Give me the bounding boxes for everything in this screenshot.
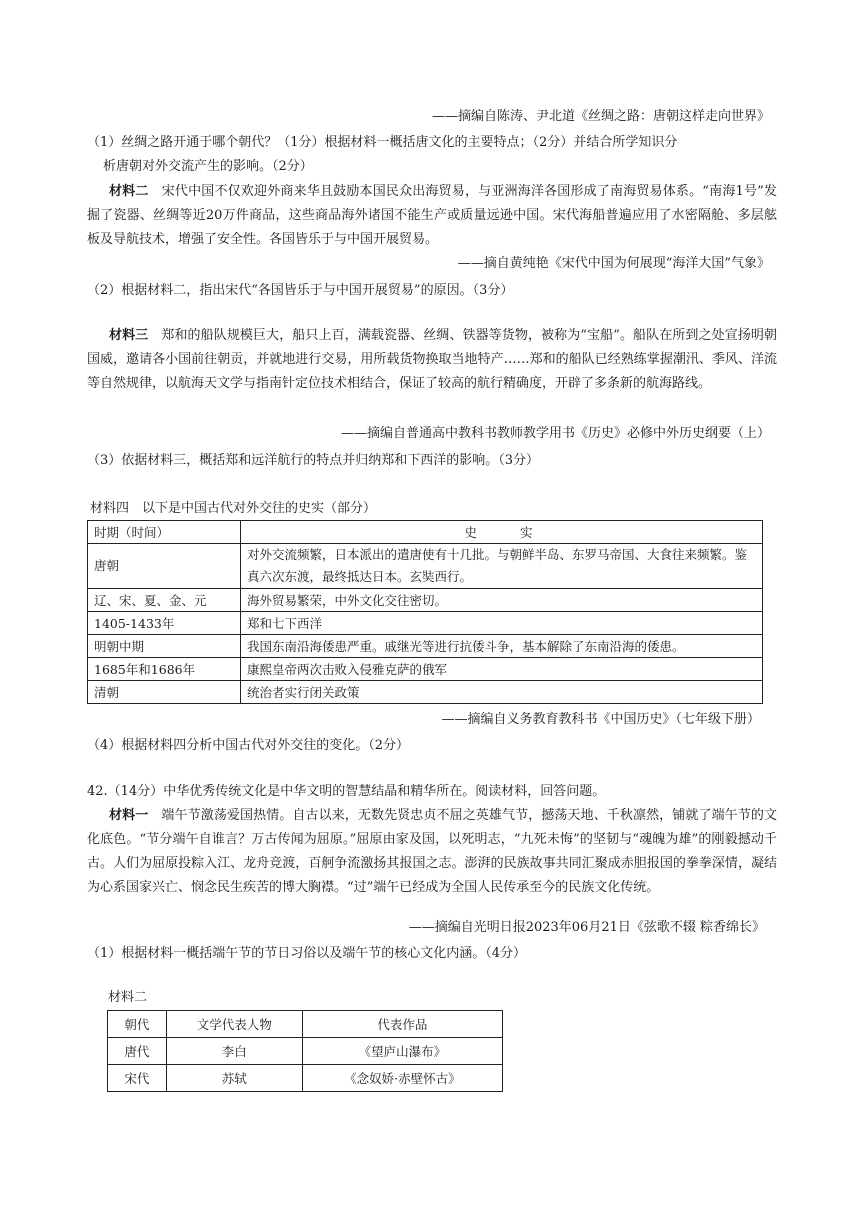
table-cell: 《念奴娇·赤壁怀古》 xyxy=(302,1065,502,1092)
table-row xyxy=(108,1065,503,1092)
table-row xyxy=(88,635,763,658)
table-row xyxy=(88,658,763,681)
table-header-row xyxy=(88,521,763,544)
table-row xyxy=(88,589,763,612)
table-header-row xyxy=(108,1011,503,1038)
question-42-1: （1）根据材料一概括端午节的节日习俗以及端午节的核心文化内涵。（4分） xyxy=(87,946,527,961)
q42-material2-caption: 材料二 xyxy=(108,990,148,1005)
question-2: （2）根据材料二，指出宋代“各国皆乐于与中国开展贸易”的原因。（3分） xyxy=(87,283,514,298)
table-row xyxy=(88,612,763,635)
table-cell: 我国东南沿海倭患严重。戚继光等进行抗倭斗争，基本解除了东南沿海的倭患。 xyxy=(241,635,763,658)
table-cell: 海外贸易繁荣，中外文化交往密切。 xyxy=(241,589,763,612)
table-cell: 康熙皇帝两次击败入侵雅克萨的俄军 xyxy=(241,658,763,681)
material3-paragraph xyxy=(87,324,777,396)
table-row xyxy=(88,681,763,704)
question-1-cont: 析唐朝对外交流产生的影响。（2分） xyxy=(103,159,313,174)
table-row xyxy=(108,1038,503,1065)
table-cell: 郑和七下西洋 xyxy=(241,612,763,635)
table-cell: 唐代 xyxy=(108,1038,167,1065)
q42-material1-text: 端午节激荡爱国热情。自古以来，无数先贤忠贞不屈之英雄气节，撼荡天地、千秋凛然，铺就了端午节的文化底色。“节分端午自谁言？万古传闻为屈原。”屈原由家及国，以死明志，“九死未悔”的坚韧与“魂魄为雄”的刚毅撼动千古。人们为屈原投粽入江、龙舟竞渡，百舸争流激扬其报国之志。澎湃的民族故事共同汇聚成赤胆报国的拳拳深情，凝结为心系国家兴亡、悯念民生疾苦的博大胸襟。“过”端午已经成为全国人民传承至今的民族文化传统。 xyxy=(87,808,777,895)
table-cell: 李白 xyxy=(166,1038,302,1065)
table-cell: 辽、宋、夏、金、元 xyxy=(88,589,241,612)
q42-material1-source: ——摘编自光明日报2023年06月21日《弦歌不辍 粽香绵长》 xyxy=(408,920,765,935)
question-3: （3）依据材料三，概括郑和远洋航行的特点并归纳郑和下西洋的影响。（3分） xyxy=(87,453,540,468)
table-header: 史 实 xyxy=(241,521,763,544)
table-cell: 1405-1433年 xyxy=(88,612,241,635)
q42-material2-table xyxy=(107,1010,503,1092)
table-cell: 《望庐山瀑布》 xyxy=(302,1038,502,1065)
material4-source: ——摘编自义务教育教科书《中国历史》（七年级下册） xyxy=(441,712,760,727)
table-cell: 明朝中期 xyxy=(88,635,241,658)
material3-source: ——摘编自普通高中教科书教师教学用书《历史》必修中外历史纲要（上） xyxy=(340,426,770,441)
q42-material1-paragraph xyxy=(87,804,777,900)
table-header: 朝代 xyxy=(108,1011,167,1038)
material2-paragraph xyxy=(87,180,777,252)
material2-source: ——摘自黄纯艳《宋代中国为何展现“海洋大国”气象》 xyxy=(457,256,770,271)
question-4: （4）根据材料四分析中国古代对外交往的变化。（2分） xyxy=(87,738,410,753)
table-cell: 宋代 xyxy=(108,1065,167,1092)
table-cell: 唐朝 xyxy=(88,544,241,589)
table-header: 文学代表人物 xyxy=(166,1011,302,1038)
table-row xyxy=(88,544,763,589)
table-header: 时期（时间） xyxy=(88,521,241,544)
question-1: （1）丝绸之路开通于哪个朝代？（1分）根据材料一概括唐文化的主要特点；（2分）并结合所学知识分 xyxy=(87,135,678,150)
material2-label: 材料二 xyxy=(109,184,149,199)
material4-table xyxy=(87,520,763,704)
table-cell: 1685年和1686年 xyxy=(88,658,241,681)
q42-material1-label: 材料一 xyxy=(109,808,149,823)
material1-source: ——摘编自陈涛、尹北道《丝绸之路：唐朝这样走向世界》 xyxy=(431,109,770,124)
material3-label: 材料三 xyxy=(109,328,149,343)
table-cell: 清朝 xyxy=(88,681,241,704)
table-header: 代表作品 xyxy=(302,1011,502,1038)
question-42-heading: 42.（14分）中华优秀传统文化是中华文明的智慧结晶和精华所在。阅读材料，回答问题。 xyxy=(87,784,606,799)
table-cell: 对外交流频繁，日本派出的遣唐使有十几批。与朝鲜半岛、东罗马帝国、大食往来频繁。鉴真六次东渡，最终抵达日本。玄奘西行。 xyxy=(241,544,763,589)
table-cell: 苏轼 xyxy=(166,1065,302,1092)
table-cell: 统治者实行闭关政策 xyxy=(241,681,763,704)
material4-caption: 材料四 以下是中国古代对外交往的史实（部分） xyxy=(90,501,377,516)
material3-text: 郑和的船队规模巨大，船只上百，满载瓷器、丝绸、铁器等货物，被称为“宝船”。船队在所到之处宣扬明朝国威，邀请各小国前往朝贡，并就地进行交易，用所载货物换取当地特产……郑和的船队已经熟练掌握潮汛、季风、洋流等自然规律，以航海天文学与指南针定位技术相结合，保证了较高的航行精确度，开辟了多条新的航海路线。 xyxy=(87,328,777,391)
material2-text: 宋代中国不仅欢迎外商来华且鼓励本国民众出海贸易，与亚洲海洋各国形成了南海贸易体系。“南海1号”发掘了瓷器、丝绸等近20万件商品，这些商品海外诸国不能生产或质量远逊中国。宋代海船普遍应用了水密隔舱、多层舷板及导航技术，增强了安全性。各国皆乐于与中国开展贸易。 xyxy=(87,184,777,247)
